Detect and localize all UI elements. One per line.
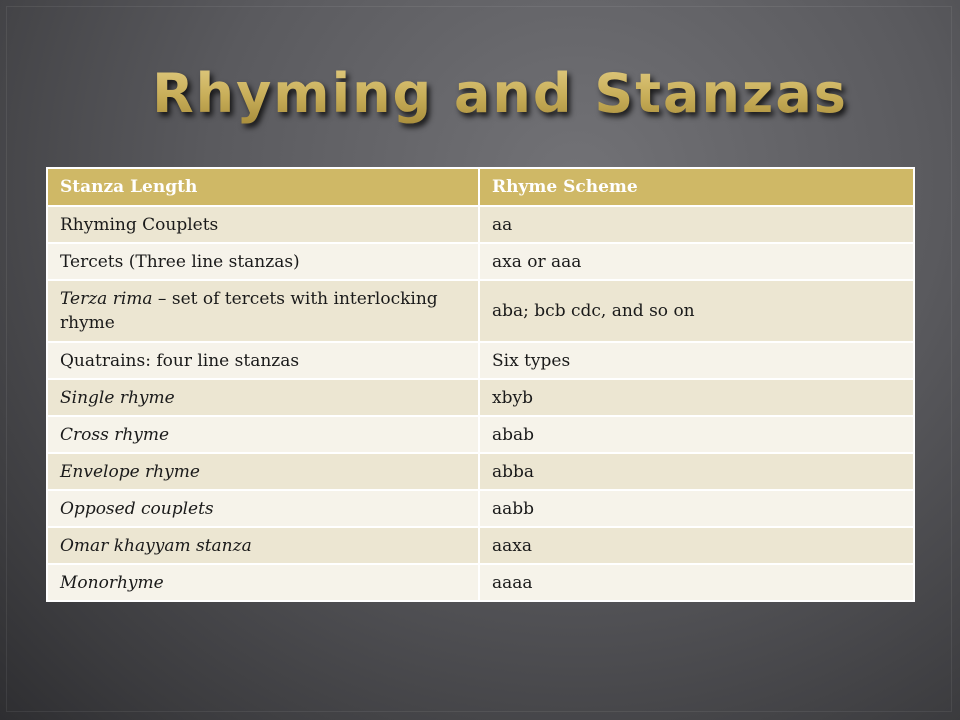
scheme-cell: aabb	[479, 490, 914, 527]
table-row	[47, 243, 914, 280]
table-row	[47, 379, 914, 416]
scheme-cell: aaaa	[479, 564, 914, 601]
table-row	[47, 453, 914, 490]
table-row	[47, 527, 914, 564]
slide-title: Rhyming and Stanzas	[0, 62, 960, 125]
stanza-cell: Opposed couplets	[47, 490, 479, 527]
table-row	[47, 490, 914, 527]
stanza-cell	[47, 280, 479, 342]
stanza-cell: Single rhyme	[47, 379, 479, 416]
scheme-cell: aaxa	[479, 527, 914, 564]
stanza-cell: Envelope rhyme	[47, 453, 479, 490]
scheme-cell: axa or aaa	[479, 243, 914, 280]
scheme-cell: abba	[479, 453, 914, 490]
table-row	[47, 564, 914, 601]
scheme-cell: abab	[479, 416, 914, 453]
stanza-cell: Quatrains: four line stanzas	[47, 342, 479, 379]
table-row	[47, 206, 914, 243]
table-row	[47, 416, 914, 453]
table-header-row	[47, 168, 914, 206]
stanza-cell: Omar khayyam stanza	[47, 527, 479, 564]
stanza-cell: Rhyming Couplets	[47, 206, 479, 243]
scheme-cell: aa	[479, 206, 914, 243]
header-rhyme-scheme: Rhyme Scheme	[479, 168, 914, 206]
scheme-cell: aba; bcb cdc, and so on	[479, 280, 914, 342]
table-row	[47, 342, 914, 379]
stanza-cell-italic: Terza rima	[60, 289, 153, 309]
scheme-cell: Six types	[479, 342, 914, 379]
stanza-cell: Monorhyme	[47, 564, 479, 601]
header-stanza-length: Stanza Length	[47, 168, 479, 206]
scheme-cell: xbyb	[479, 379, 914, 416]
stanza-table	[46, 167, 915, 602]
table-row	[47, 280, 914, 342]
stanza-cell: Cross rhyme	[47, 416, 479, 453]
stanza-cell-rest: – set of tercets with interlocking rhyme	[60, 289, 438, 333]
stanza-cell: Tercets (Three line stanzas)	[47, 243, 479, 280]
